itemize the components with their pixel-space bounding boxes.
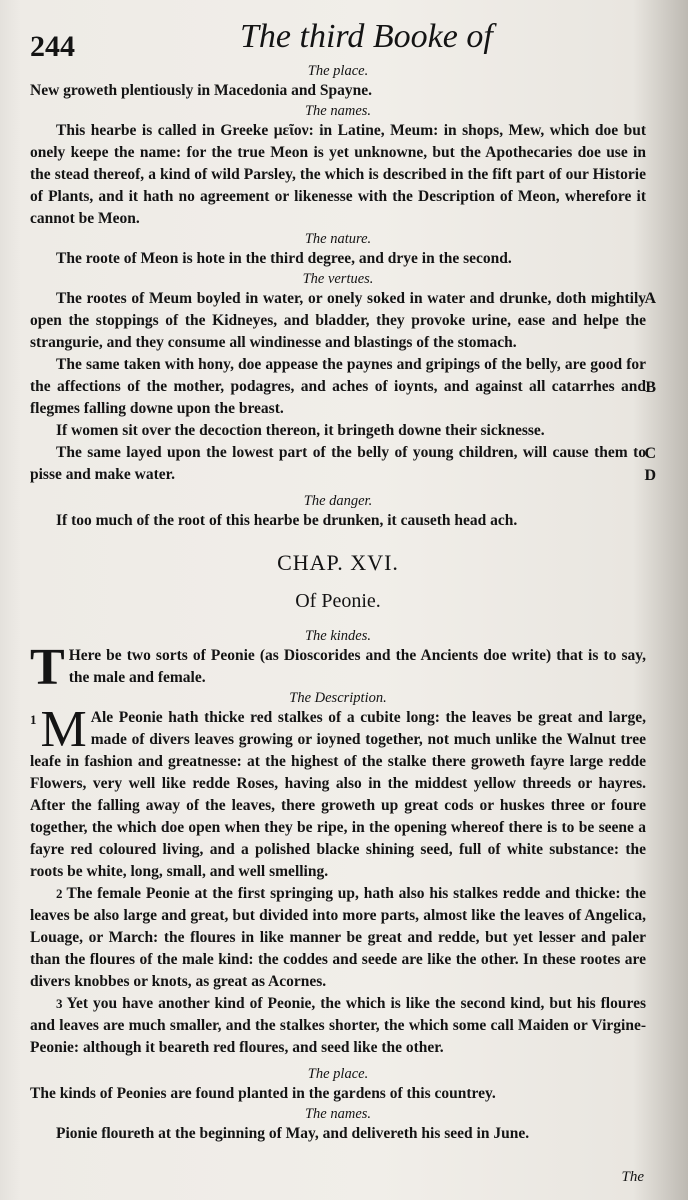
names-text: This hearbe is called in Greeke μεῖον: in Latine, Meum: in shops, Mew, which doe but onely keepe the name: for the true Meon is yet unknowne, but the Apothecaries doe use in the stead thereof, a kind of wild Parsley, the which is described in the fift part of our Historie of Plants, and it hath no agreement or likenesse with the Description of Meon, wherefore it cannot be Meon. (30, 122, 646, 227)
page-body (30, 62, 656, 1145)
chapter-subtitle: Of Peonie. (295, 590, 381, 612)
page-number: 244 (30, 30, 75, 63)
names-heading: The names. (304, 103, 372, 119)
vertues-paragraph-d: The same layed upon the lowest part of the belly of young children, will cause them to pisse and make water. (30, 444, 646, 483)
paragraph-number-3: 3 (56, 996, 63, 1011)
place-heading-2: The place. (307, 1066, 369, 1082)
names-text-2: Pionie floureth at the beginning of May, and delivereth his seed in June. (56, 1125, 530, 1142)
danger-text: If too much of the root of this hearbe be drunken, it causeth head ach. (56, 512, 518, 529)
description-paragraph-3 (30, 993, 646, 1059)
place-text: New groweth plentiously in Macedonia and Spayne. (30, 82, 373, 99)
nature-heading: The nature. (304, 231, 372, 247)
margin-letter-c: C (644, 445, 656, 462)
margin-letter-d: D (644, 467, 656, 484)
kindes-heading: The kindes. (304, 628, 372, 644)
kindes-paragraph (30, 645, 646, 689)
margin-letter-a: A (644, 290, 656, 307)
catchword: The (621, 1169, 644, 1185)
drop-cap-t: T (30, 645, 65, 689)
description-text-1: Ale Peonie hath thicke red stalkes of a cubite long: the leaves be great and large, made of divers leaves growing or ioyned together, not much unlike the Walnut tree leafe in fashion and greatnesse: at the highest of the stalke there groweth fayre large redde Flowers, very well like redde Roses, having also in the middest yellow threeds or hayres. After the falling away of the leaves, there groweth up great cods or huskes three or foure together, the which doe open when they be ripe, in the opening whereof there is to be seene a fayre red coloured living, and a polished blacke shining seed, full of white substance: the roots be white, long, small, and well smelling. (30, 709, 646, 880)
nature-text: The roote of Meon is hote in the third degree, and drye in the second. (56, 250, 512, 267)
place-heading: The place. (307, 63, 369, 79)
place-text-2: The kinds of Peonies are found planted in the gardens of this countrey. (30, 1085, 496, 1102)
danger-heading: The danger. (303, 493, 373, 509)
vertues-block (30, 288, 656, 486)
running-head: The third Booke of (240, 18, 493, 55)
kindes-text: Here be two sorts of Peonie (as Dioscorides and the Ancients doe write) that is to say, the male and female. (68, 647, 646, 686)
description-paragraph-1 (30, 701, 646, 883)
bleed-through-marks (0, 520, 30, 680)
drop-cap-m: M (40, 701, 87, 758)
description-heading: The Description. (289, 690, 387, 706)
vertues-paragraph-b: The same taken with hony, doe appease the paynes and gripings of the belly, are good for the affections of the mother, podagres, and aches of ioynts, and against all catarrhes and flegmes falling downe upon the breast. (30, 356, 646, 417)
names-heading-2: The names. (304, 1106, 372, 1122)
paragraph-number-1: 1 (30, 712, 37, 727)
description-paragraph-2 (30, 883, 646, 993)
paragraph-number-2: 2 (56, 886, 63, 901)
description-text-3: Yet you have another kind of Peonie, the which is like the second kind, but his floures and leaves are much smaller, and the stalkes shorter, the which some call Maiden or Virgine-Peonie: although it beareth red floures, and seed like the other. (30, 995, 646, 1056)
description-text-2: The female Peonie at the first springing up, hath also his stalkes redde and thicke: the leaves be also large and great, but divided into more parts, almost like the leaves of Angelica, Louage, or March: the floures in like manner be great and redde, but yet lesser and paler than the floures of the male kind: the coddes and seede are like the other. In these rootes are divers knobbes or knots, as great as Acornes. (30, 885, 646, 990)
chapter-title: CHAP. XVI. (277, 550, 399, 575)
vertues-paragraph-c: If women sit over the decoction thereon, it bringeth downe their sicknesse. (56, 422, 545, 439)
vertues-heading: The vertues. (302, 271, 374, 287)
vertues-paragraph-a: The rootes of Meum boyled in water, or onely soked in water and drunke, doth mightily open the stoppings of the Kidneyes, and bladder, they provoke urine, ease and helpe the strangurie, and they consume all windinesse and blastings of the stomach. (30, 290, 646, 351)
margin-letter-b: B (645, 379, 656, 396)
